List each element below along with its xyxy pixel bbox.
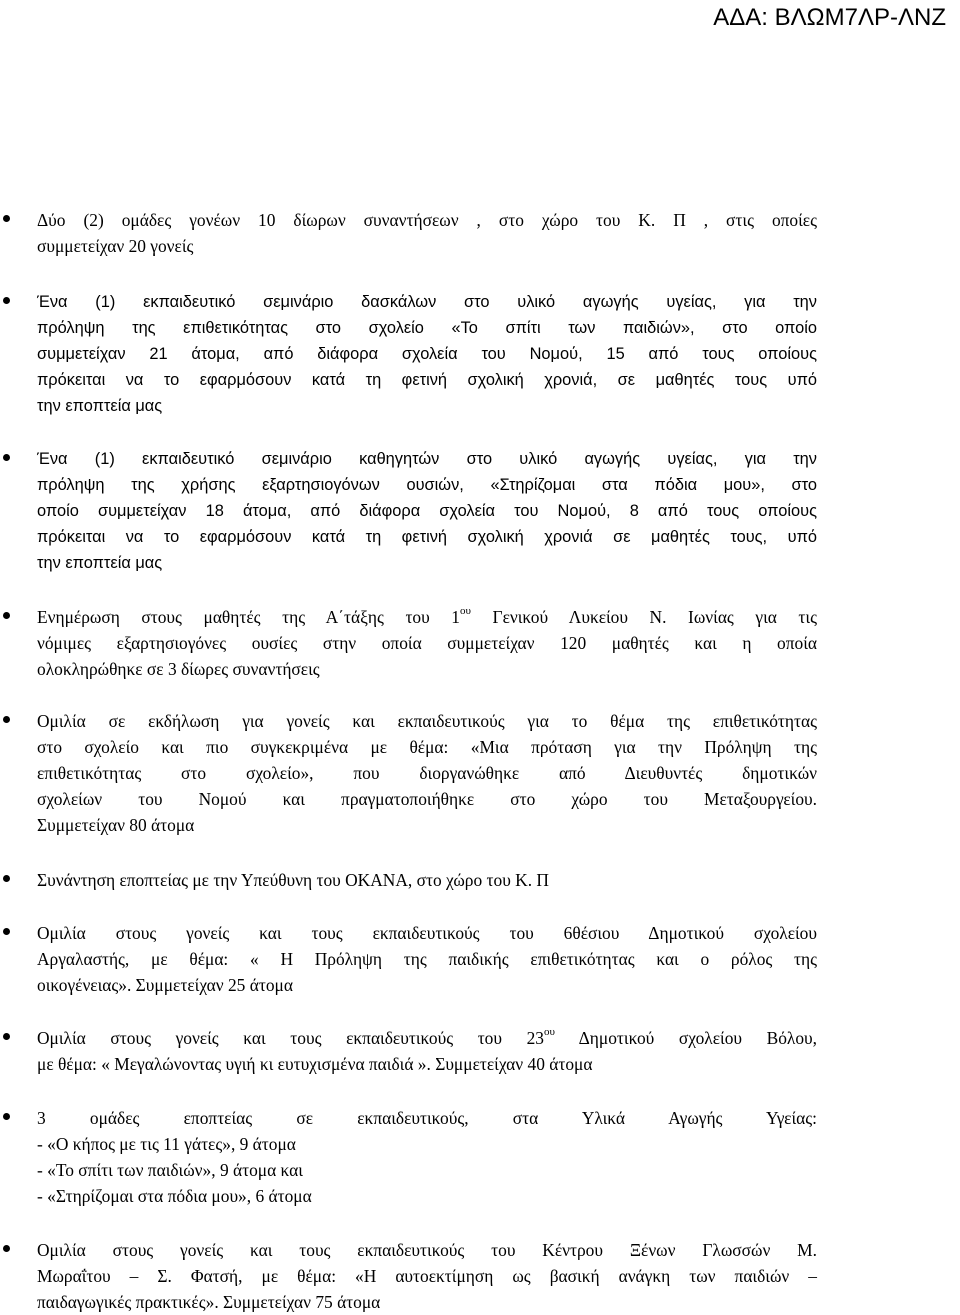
bullet-icon (3, 1245, 10, 1252)
bullet-icon (3, 928, 10, 935)
list-item (37, 867, 817, 893)
list-item (37, 708, 817, 838)
item-line: - «Το σπίτι των παιδιών», 9 άτομα και (37, 1160, 303, 1180)
item-line: πρόληψη της επιθετικότητας στο σχολείο «Το σπίτι των παιδιών», στο οποίο (37, 319, 817, 337)
item-line: Ένα (1) εκπαιδευτικό σεμινάριο καθηγητών στο υλικό αγωγής υγείας, για την (37, 450, 817, 468)
item-line: την εποπτεία μας (37, 554, 163, 572)
item-line: συμμετείχαν 20 γονείς (37, 236, 194, 256)
list-item (37, 1105, 817, 1209)
bullet-icon (3, 1113, 10, 1120)
item-line: Ομιλία στους γονείς και τους εκπαιδευτικούς του $23^{o\upsilon}$ Δημοτικού σχολείου Βόλου, (37, 1026, 817, 1048)
item-line: ολοκληρώθηκε σε 3 δίωρες συναντήσεις (37, 659, 320, 679)
bullet-icon (3, 716, 10, 723)
item-line: Συμμετείχαν 80 άτομα (37, 815, 195, 835)
document-code: ΑΔΑ: ΒΛΩΜ7ΛΡ-ΛΝΖ (713, 4, 946, 31)
bullet-icon (3, 454, 10, 461)
item-line: πρόκειται να το εφαρμόσουν κατά τη φετινή σχολική χρονιά, σε μαθητές τους υπό (37, 371, 817, 389)
list-item (37, 604, 817, 682)
item-line: Αργαλαστής, με θέμα: « Η Πρόληψη της παιδικής επιθετικότητας και ο ρόλος της (37, 949, 817, 969)
bullet-icon (3, 297, 10, 304)
item-line: με θέμα: « Μεγαλώνοντας υγιή κι ευτυχισμένα παιδιά ». Συμμετείχαν 40 άτομα (37, 1054, 593, 1074)
item-line: οικογένειας». Συμμετείχαν 25 άτομα (37, 975, 293, 995)
item-line: Μωραΐτου – Σ. Φατσή, με θέμα: «Η αυτοεκτίμηση ως βασική ανάγκη των παιδιών – (37, 1266, 817, 1286)
item-line: συμμετείχαν 21 άτομα, από διάφορα σχολεία του Νομού, 15 από τους οποίους (37, 345, 817, 363)
item-line: πρόκειται να το εφαρμόσουν κατά τη φετινή σχολική χρονιά σε μαθητές τους, υπό (37, 528, 817, 546)
item-line: Ένα (1) εκπαιδευτικό σεμινάριο δασκάλων στο υλικό αγωγής υγείας, για την (37, 293, 817, 311)
item-line: σχολείων του Νομού και πραγματοποιήθηκε στο χώρο του Μεταξουργείου. (37, 789, 817, 809)
bullet-icon (3, 215, 10, 222)
item-line: Ομιλία σε εκδήλωση για γονείς και εκπαιδευτικούς για το θέμα της επιθετικότητας (37, 711, 817, 731)
bullet-icon (3, 875, 10, 882)
item-line: Συνάντηση εποπτείας με την Υπεύθυνη του ΟΚΑΝΑ, στο χώρο του Κ. Π (37, 870, 549, 890)
item-line: πρόληψη της χρήσης εξαρτησιογόνων ουσιών, «Στηρίζομαι στα πόδια μου», στο (37, 476, 817, 494)
bullet-icon (3, 1033, 10, 1040)
list-item (37, 1237, 817, 1315)
item-line: παιδαγωγικές πρακτικές». Συμμετείχαν 75 άτομα (37, 1292, 381, 1312)
item-line: στο σχολείο και πιο συγκεκριμένα με θέμα: «Μια πρόταση για την Πρόληψη της (37, 737, 817, 757)
item-line: Ενημέρωση στους μαθητές της Α΄τάξης του $1^{o\upsilon}$ Γενικού Λυκείου Ν. Ιωνίας για τις (37, 605, 817, 627)
list-item (37, 920, 817, 998)
item-line: Ομιλία στους γονείς και τους εκπαιδευτικούς του 6θέσιου Δημοτικού σχολείου (37, 923, 817, 943)
item-line: Δύο (2) ομάδες γονέων 10 δίωρων συναντήσεων , στο χώρο του Κ. Π , στις οποίες (37, 210, 817, 230)
item-line: - «Ο κήπος με τις 11 γάτες», 9 άτομα (37, 1134, 296, 1154)
list-item (37, 207, 817, 259)
item-line: την εποπτεία μας (37, 397, 163, 415)
item-line: επιθετικότητας στο σχολείο», που διοργανώθηκε από Διευθυντές δημοτικών (37, 763, 817, 783)
item-line: 3 ομάδες εποπτείας σε εκπαιδευτικούς, στα Υλικά Αγωγής Υγείας: (37, 1108, 817, 1128)
list-item (37, 1025, 817, 1077)
item-line: οποίο συμμετείχαν 18 άτομα, από διάφορα σχολεία του Νομού, 8 από τους οποίους (37, 502, 817, 520)
list-item (37, 446, 817, 576)
bullet-icon (3, 612, 10, 619)
list-item (37, 289, 817, 419)
item-line: Ομιλία στους γονείς και τους εκπαιδευτικούς του Κέντρου Ξένων Γλωσσών Μ. (37, 1240, 817, 1260)
item-line: - «Στηρίζομαι στα πόδια μου», 6 άτομα (37, 1186, 312, 1206)
item-line: νόμιμες εξαρτησιογόνες ουσίες στην οποία συμμετείχαν 120 μαθητές και η οποία (37, 633, 817, 653)
